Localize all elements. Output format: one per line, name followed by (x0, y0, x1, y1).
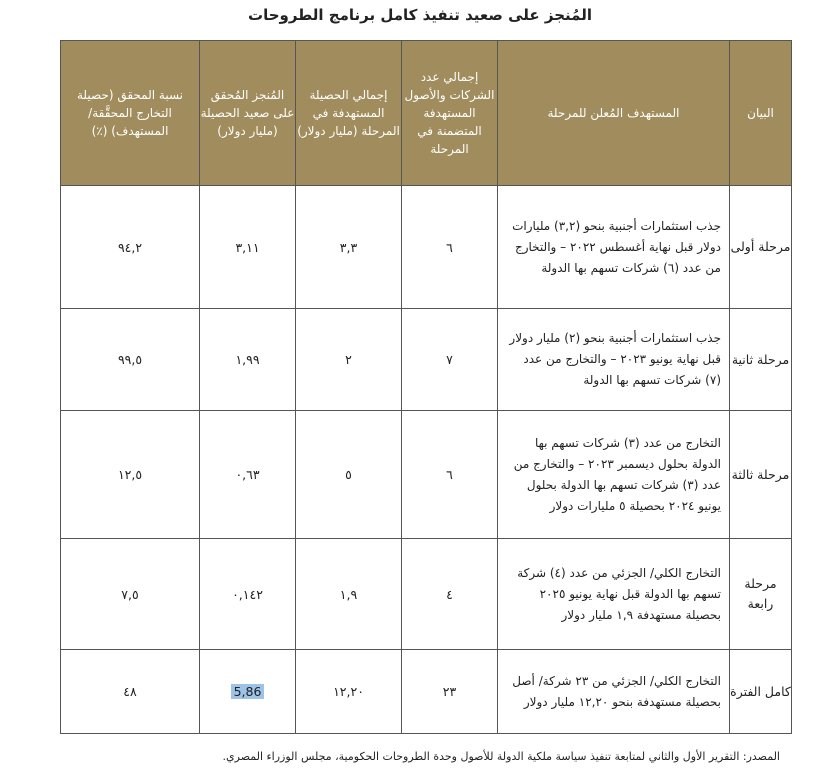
target-cell: التخارج الكلي/ الجزئي من ٢٣ شركة/ أصل بحصيلة مستهدفة بنحو ١٢,٢٠ مليار دولار (498, 650, 730, 734)
companies-cell: ٦ (402, 186, 498, 309)
header-stage: البيان (730, 41, 792, 186)
target-cell: التخارج الكلي/ الجزئي من عدد (٤) شركة تسهم بها الدولة قبل نهاية يونيو ٢٠٢٥ بحصيلة مستهدفة ١,٩ مليار دولار (498, 539, 730, 650)
stage-cell: مرحلة أولى (730, 186, 792, 309)
companies-cell: ٧ (402, 309, 498, 411)
target-proceeds-cell: ١,٩ (296, 539, 402, 650)
stage-cell: مرحلة ثانية (730, 309, 792, 411)
table-row (61, 309, 792, 411)
achieved-cell: ٣,١١ (200, 186, 296, 309)
source-note: المصدر: التقرير الأول والثاني لمتابعة تنفيذ سياسة ملكية الدولة للأصول وحدة الطروحات الحكومية، مجلس الوزراء المصري. (222, 750, 780, 763)
target-proceeds-cell: ٢ (296, 309, 402, 411)
header-companies: إجمالي عدد الشركات والأصول المستهدفة المتضمنة في المرحلة (402, 41, 498, 186)
table-row (61, 186, 792, 309)
target-cell: جذب استثمارات أجنبية بنحو (٣,٢) مليارات دولار قبل نهاية أغسطس ٢٠٢٢ – والتخارج من عدد (٦) شركات تسهم بها الدولة (498, 186, 730, 309)
header-target: المستهدف المُعلن للمرحلة (498, 41, 730, 186)
ratio-cell: ٩٩,٥ (61, 309, 200, 411)
target-cell: جذب استثمارات أجنبية بنحو (٢) مليار دولار قبل نهاية يونيو ٢٠٢٣ – والتخارج من عدد (٧) شركات تسهم بها الدولة (498, 309, 730, 411)
ratio-cell: ١٢,٥ (61, 411, 200, 539)
header-row (61, 41, 792, 186)
header-achieved: المُنجز المُحقق على صعيد الحصيلة (مليار دولار) (200, 41, 296, 186)
stage-cell: كامل الفترة (730, 650, 792, 734)
achieved-cell (200, 650, 296, 734)
achieved-cell: ١,٩٩ (200, 309, 296, 411)
stage-cell: مرحلة ثالثة (730, 411, 792, 539)
ratio-cell: ٩٤,٢ (61, 186, 200, 309)
companies-cell: ٢٣ (402, 650, 498, 734)
target-proceeds-cell: ٣,٣ (296, 186, 402, 309)
companies-cell: ٤ (402, 539, 498, 650)
header-ratio: نسبة المحقق (حصيلة التخارج المحقَّقة/ المستهدف) (٪) (61, 41, 200, 186)
achievement-table (60, 40, 792, 734)
ratio-cell: ٤٨ (61, 650, 200, 734)
companies-cell: ٦ (402, 411, 498, 539)
achieved-cell: ٠,٦٣ (200, 411, 296, 539)
header-target-proceeds: إجمالي الحصيلة المستهدفة في المرحلة (مليار دولار) (296, 41, 402, 186)
achieved-cell: ٠,١٤٢ (200, 539, 296, 650)
target-proceeds-cell: ٥ (296, 411, 402, 539)
stage-cell: مرحلة رابعة (730, 539, 792, 650)
table-title: المُنجز على صعيد تنفيذ كامل برنامج الطروحات (248, 6, 592, 24)
table-row (61, 411, 792, 539)
target-cell: التخارج من عدد (٣) شركات تسهم بها الدولة بحلول ديسمبر ٢٠٢٣ – والتخارج من عدد (٣) شركات تسهم بها الدولة بحلول يونيو ٢٠٢٤ بحصيلة ٥ مليارات دولار (498, 411, 730, 539)
target-proceeds-cell: ١٢,٢٠ (296, 650, 402, 734)
ratio-cell: ٧,٥ (61, 539, 200, 650)
highlighted-value: 5,86 (231, 684, 265, 699)
table-row (61, 650, 792, 734)
table-row (61, 539, 792, 650)
